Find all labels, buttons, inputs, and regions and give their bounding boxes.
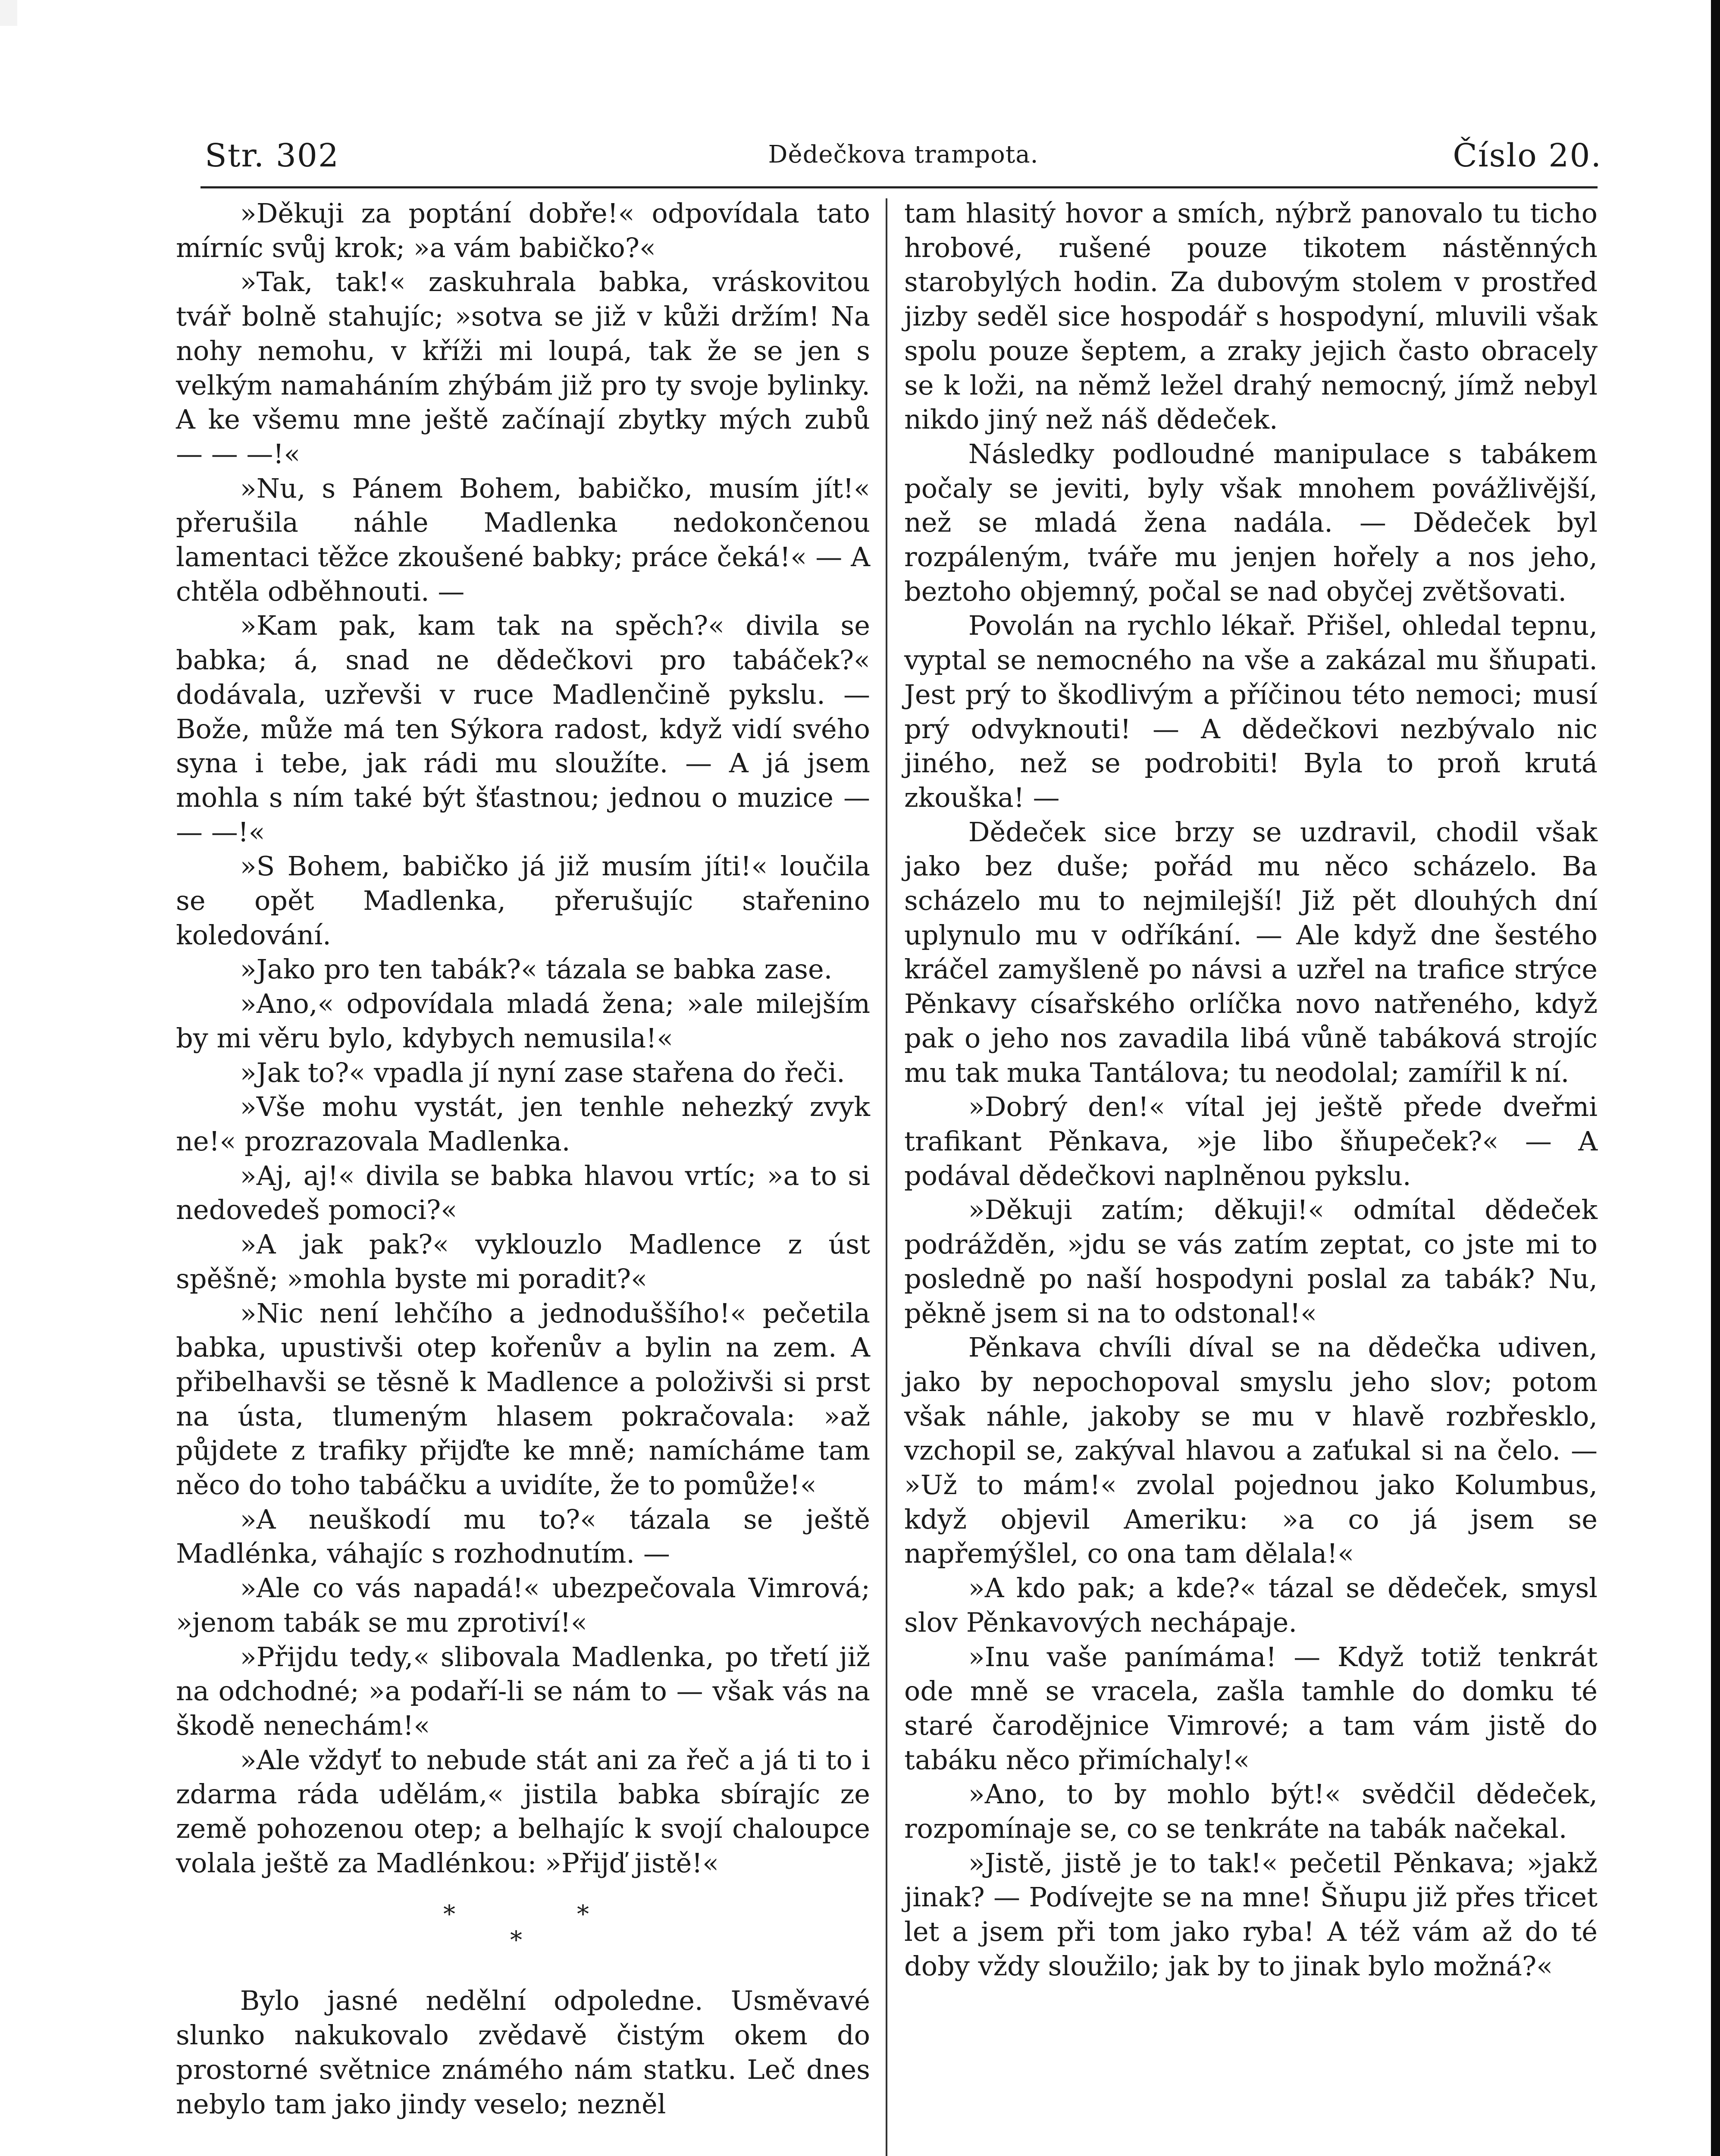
paragraph: Povolán na rychlo lékař. Přišel, ohledal tepnu, vyptal se nemocného na vše a zakázal mu šňupati. Jest prý to škodlivým a příčinou této nemoci; musí prý odvyknouti! — A dědečkovi nezbývalo nic jiného, než se podrobiti! Byla to proň krutá zkouška! —	[904, 610, 1598, 813]
paragraph: »Ale vždyť to nebude stát ani za řeč a já ti to i zdarma ráda udělám,« jistila babka sbírajíc ze země pohozenou otep; a belhajíc k svojí chaloupce volala ještě za Madlénkou: »Přijď jistě!«	[176, 1744, 870, 1879]
paragraph: »Ale co vás napadá!« ubezpečovala Vimrová; »jenom tabák se mu zprotiví!«	[176, 1572, 870, 1638]
paragraph: »Nic není lehčího a jednoduššího!« pečetila babka, upustivši otep kořenův a bylin na zem. A přibelhavši se těsně k Madlence a položivši si prst na ústa, tlumeným hlasem pokračovala: »až půjdete z trafiky přijďte ke mně; namícháme tam něco do toho tabáčku a uvidíte, že to pomůže!«	[176, 1297, 870, 1501]
paragraph: »Jak to?« vpadla jí nyní zase stařena do řeči.	[240, 1056, 845, 1088]
paragraph: Následky podloudné manipulace s tabákem počaly se jeviti, byly však mnohem povážlivější, než se mladá žena nadála. — Dědeček byl rozpáleným, tváře mu jenjen hořely a nos jeho, beztoho objemný, počal se nad obyčej zvětšovati.	[904, 438, 1598, 607]
paragraph: »A neuškodí mu to?« tázala se ještě Madlénka, váhajíc s rozhodnutím. —	[176, 1503, 870, 1570]
asterisk: *	[443, 1900, 455, 1929]
paragraph: Pěnkava chvíli díval se na dědečka udiven, jako by nepochopoval smyslu jeho slov; potom však náhle, jakoby se mu v hlavě rozbřesklo, vzchopil se, zakýval hlavou a zaťukal si na čelo. — »Už to mám!« zvolal pojednou jako Kolumbus, když objevil Ameriku: »a co já jsem se napřemýšlel, co ona tam dělala!«	[904, 1332, 1598, 1570]
paragraph-section-start: Bylo jasné nedělní odpoledne. Usměvavé slunko nakukovalo zvědavě čistým okem do prostorné světnice známého nám statku. Leč dnes nebylo tam jako jindy veselo; nezněl	[176, 1985, 870, 2120]
paragraph: »S Bohem, babičko já již musím jíti!« loučila se opět Madlenka, přerušujíc stařenino koledování.	[176, 850, 870, 951]
running-header	[205, 129, 1602, 181]
right-column	[904, 196, 1598, 1984]
running-title: Dědečkova trampota.	[768, 141, 1039, 169]
paragraph: »Dobrý den!« vítal jej ještě přede dveřmi trafikant Pěnkava, »je libo šňupeček?« — A podával dědečkovi naplněnou pykslu.	[904, 1091, 1598, 1191]
paragraph: »A kdo pak; a kde?« tázal se dědeček, smysl slov Pěnkavových nechápaje.	[904, 1572, 1598, 1638]
paragraph: »Nu, s Pánem Bohem, babičko, musím jít!« přerušila náhle Madlenka nedokončenou lamentaci těžce zkoušené babky; práce čeká!« — A chtěla odběhnouti. —	[176, 472, 870, 607]
paragraph: »Přijdu tedy,« slibovala Madlenka, po třetí již na odchodné; »a podaří-li se nám to — však vás na škodě nenechám!«	[176, 1641, 870, 1741]
scan-edge-border	[1711, 0, 1720, 2156]
paragraph: »Ano,« odpovídala mladá žena; »ale milejším by mi věru bylo, kdybych nemusila!«	[176, 988, 870, 1054]
scan-corner-shade	[0, 0, 17, 26]
paragraph: »Ano, to by mohlo být!« svědčil dědeček, rozpomínaje se, co se tenkráte na tabák načekal.	[904, 1778, 1598, 1845]
paragraph: »Děkuji za poptání dobře!« odpovídala tato mírníc svůj krok; »a vám babičko?«	[176, 197, 870, 263]
paragraph: »Jistě, jistě je to tak!« pečetil Pěnkava; »jakž jinak? — Podívejte se na mne! Šňupu již přes třicet let a jsem při tom jako ryba! A též vám až do té doby vždy sloužilo; jak by to jinak bylo možná?«	[904, 1847, 1598, 1982]
header-rule	[201, 186, 1598, 188]
paragraph: »Inu vaše panímáma! — Když totiž tenkrát ode mně se vracela, zašla tamhle do domku té staré čarodějnice Vimrové; a tam vám jistě do tabáku něco přimíchaly!«	[904, 1641, 1598, 1776]
paragraph: »Jako pro ten tabák?« tázala se babka zase.	[240, 953, 833, 985]
section-break-asterisks	[176, 1880, 870, 1984]
paragraph: »A jak pak?« vyklouzlo Madlence z úst spěšně; »mohla byste mi poradit?«	[176, 1228, 870, 1294]
column-divider	[886, 198, 887, 2156]
paragraph: »Děkuji zatím; děkuji!« odmítal dědeček podrážděn, »jdu se vás zatím zeptat, co jste mi to posledně po naší hospodyni poslal za tabák? Nu, pěkně jsem si na to odstonal!«	[904, 1194, 1598, 1329]
asterisk: *	[577, 1900, 589, 1929]
paragraph: »Vše mohu vystát, jen tenhle nehezký zvyk ne!« prozrazovala Madlenka.	[176, 1091, 870, 1157]
paragraph: »Aj, aj!« divila se babka hlavou vrtíc; »a to si nedovedeš pomoci?«	[176, 1159, 870, 1226]
asterisk: *	[510, 1926, 522, 1955]
paragraph: Dědeček sice brzy se uzdravil, chodil však jako bez duše; pořád mu něco scházelo. Ba scházelo mu to nejmilejší! Již pět dlouhých dní uplynulo mu v odříkání. — Ale když dne šestého kráčel zamyšleně po návsi a uzřel na trafice strýce Pěnkavy císařského orlíčka novo natřeného, když pak o jeho nos zavadila libá vůně tabáková strojíc mu tak muka Tantálova; tu neodolal; zamířil k ní.	[904, 816, 1598, 1088]
issue-number: Číslo 20.	[1453, 137, 1602, 174]
paragraph: »Kam pak, kam tak na spěch?« divila se babka; á, snad ne dědečkovi pro tabáček?« dodávala, uzřevši v ruce Madlenčině pykslu. — Bože, může má ten Sýkora radost, když vidí svého syna i tebe, jak rádi mu sloužíte. — A já jsem mohla s ním také být šťastnou; jednou o muzice — — —!«	[176, 610, 870, 848]
paragraph-continuation: tam hlasitý hovor a smích, nýbrž panovalo tu ticho hrobové, rušené pouze tikotem nástěnných starobylých hodin. Za dubovým stolem v prostřed jizby seděl sice hospodář s hospodyní, mluvili však spolu pouze šeptem, a zraky jejich často obracely se k loži, na němž ležel drahý nemocný, jímž nebyl nikdo jiný než náš dědeček.	[904, 197, 1598, 436]
left-column	[176, 196, 870, 2121]
page-number: Str. 302	[205, 137, 339, 174]
paragraph: »Tak, tak!« zaskuhrala babka, vráskovitou tvář bolně stahujíc; »sotva se již v kůži držím! Na nohy nemohu, v kříži mi loupá, tak že se jen s velkým namaháním zhýbám již pro ty svoje bylinky. A ke všemu mne ještě začínají zbytky mých zubů — — —!«	[176, 266, 870, 470]
